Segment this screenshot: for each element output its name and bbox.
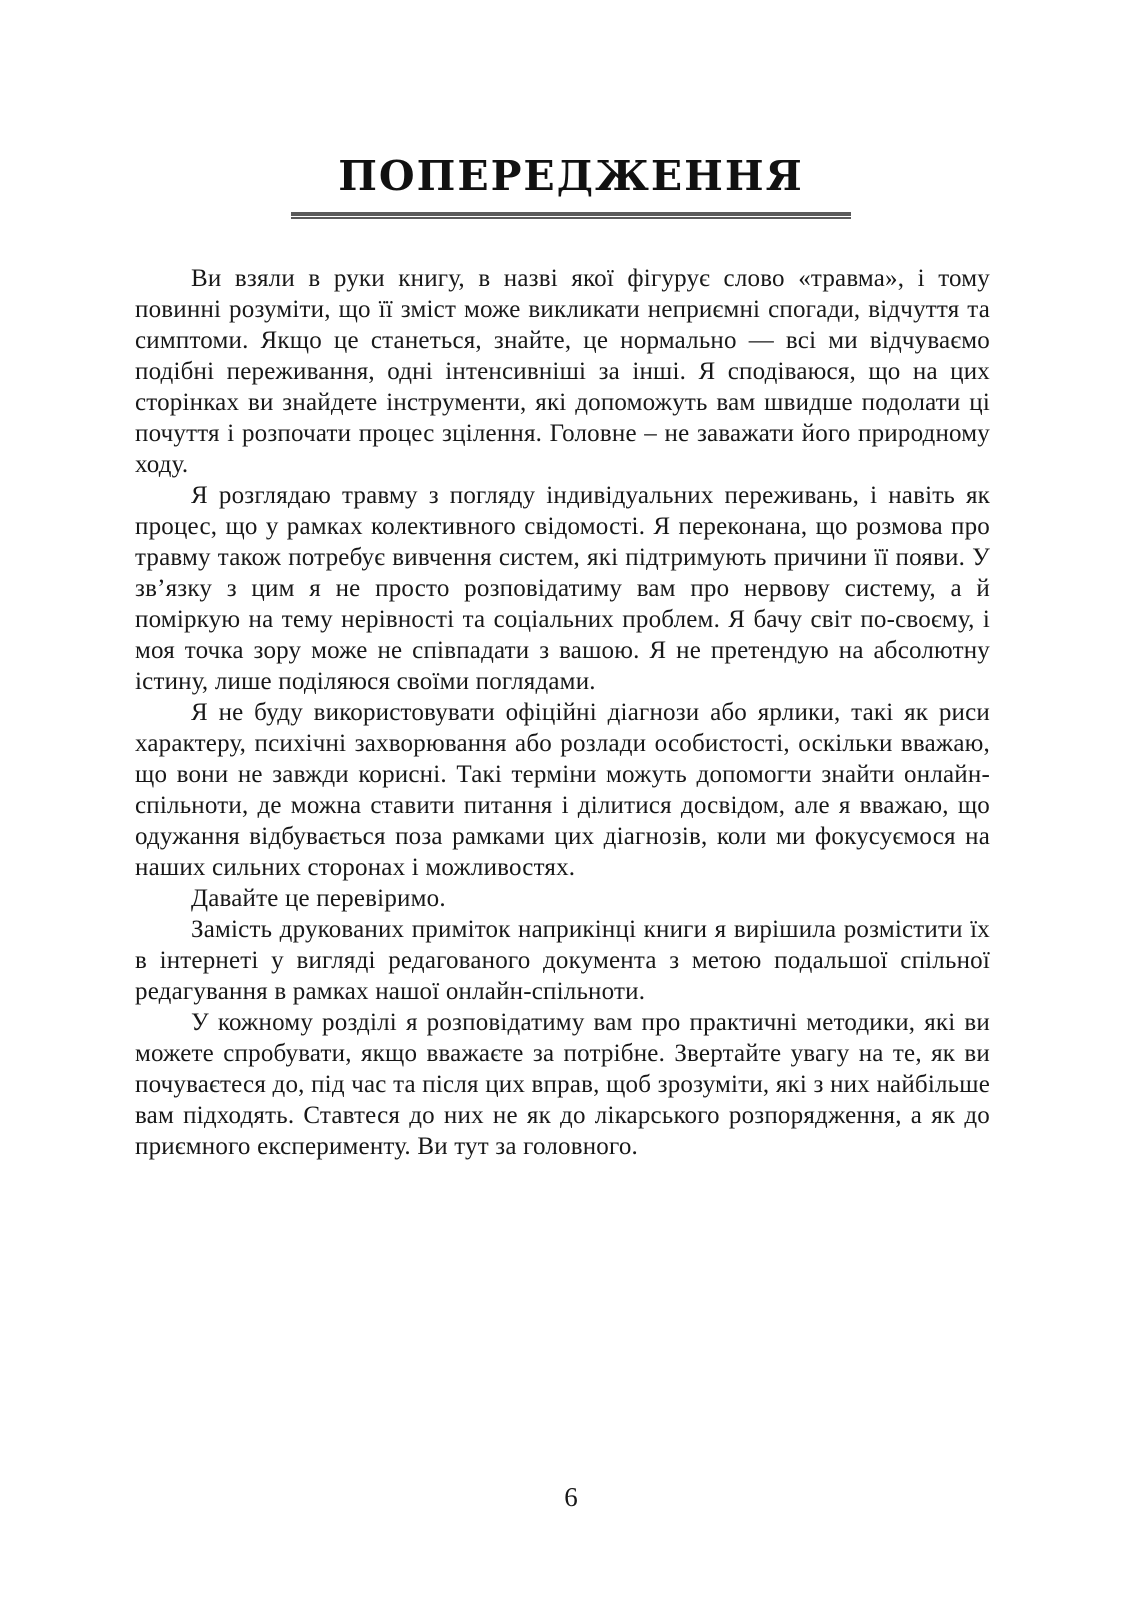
paragraph: У кожному розділі я розповідатиму вам про практичні методики, які ви можете спробувати, якщо вважаєте за потрібне. Звертайте увагу на те, як ви почуваєтеся до, під час та після цих вправ, щоб зрозуміти, які з них найбільше вам підходять. Ставтеся до них не як до лікарського розпорядження, а як до приємного експерименту. Ви тут за головного. bbox=[135, 1009, 990, 1160]
paragraph: Я не буду використовувати офіційні діагнози або ярлики, такі як риси характеру, психічні захворювання або розлади особистості, оскільки вважаю, що вони не завжди корисні. Такі терміни можуть допомогти знайти онлайн-спільноти, де можна ставити питання і ділитися досвідом, але я вважаю, що одужання відбувається поза рамками цих діагнозів, коли ми фокусуємося на наших сильних сторонах і можливостях. bbox=[135, 699, 990, 881]
title-divider bbox=[291, 212, 851, 219]
paragraph: Давайте це перевіримо. bbox=[191, 885, 446, 912]
paragraph: Ви взяли в руки книгу, в назві якої фігурує слово «травма», і тому повинні розуміти, що її зміст може викликати неприємні спогади, відчуття та симптоми. Якщо це станеться, знайте, це нормально — всі ми відчуваємо подібні переживання, одні інтенсивніші за інші. Я сподіваюся, що на цих сторінках ви знайдете інструменти, які допоможуть вам швидше подолати ці почуття і розпочати процес зцілення. Головне – не заважати його природному ходу. bbox=[135, 265, 990, 478]
paragraph: Я розглядаю травму з погляду індивідуальних переживань, і навіть як процес, що у рамках колективного свідомості. Я переконана, що розмова про травму також потребує вивчення систем, які підтримують причини її появи. У зв’язку з цим я не просто розповідатиму вам про нервову систему, а й поміркую на тему нерівності та соціальних проблем. Я бачу світ по-своєму, і моя точка зору може не співпадати з вашою. Я не претендую на абсолютну істину, лише поділяюся своїми поглядами. bbox=[135, 482, 990, 695]
page-title: ПОПЕРЕДЖЕННЯ bbox=[338, 152, 804, 200]
page-number: 6 bbox=[564, 1482, 578, 1512]
page-content bbox=[0, 219, 1142, 1162]
paragraph: Замість друкованих приміток наприкінці книги я вирішила розмістити їх в інтернеті у вигляді редагованого документа з метою подальшої спільної редагування в рамках нашої онлайн-спільноти. bbox=[135, 916, 990, 1005]
